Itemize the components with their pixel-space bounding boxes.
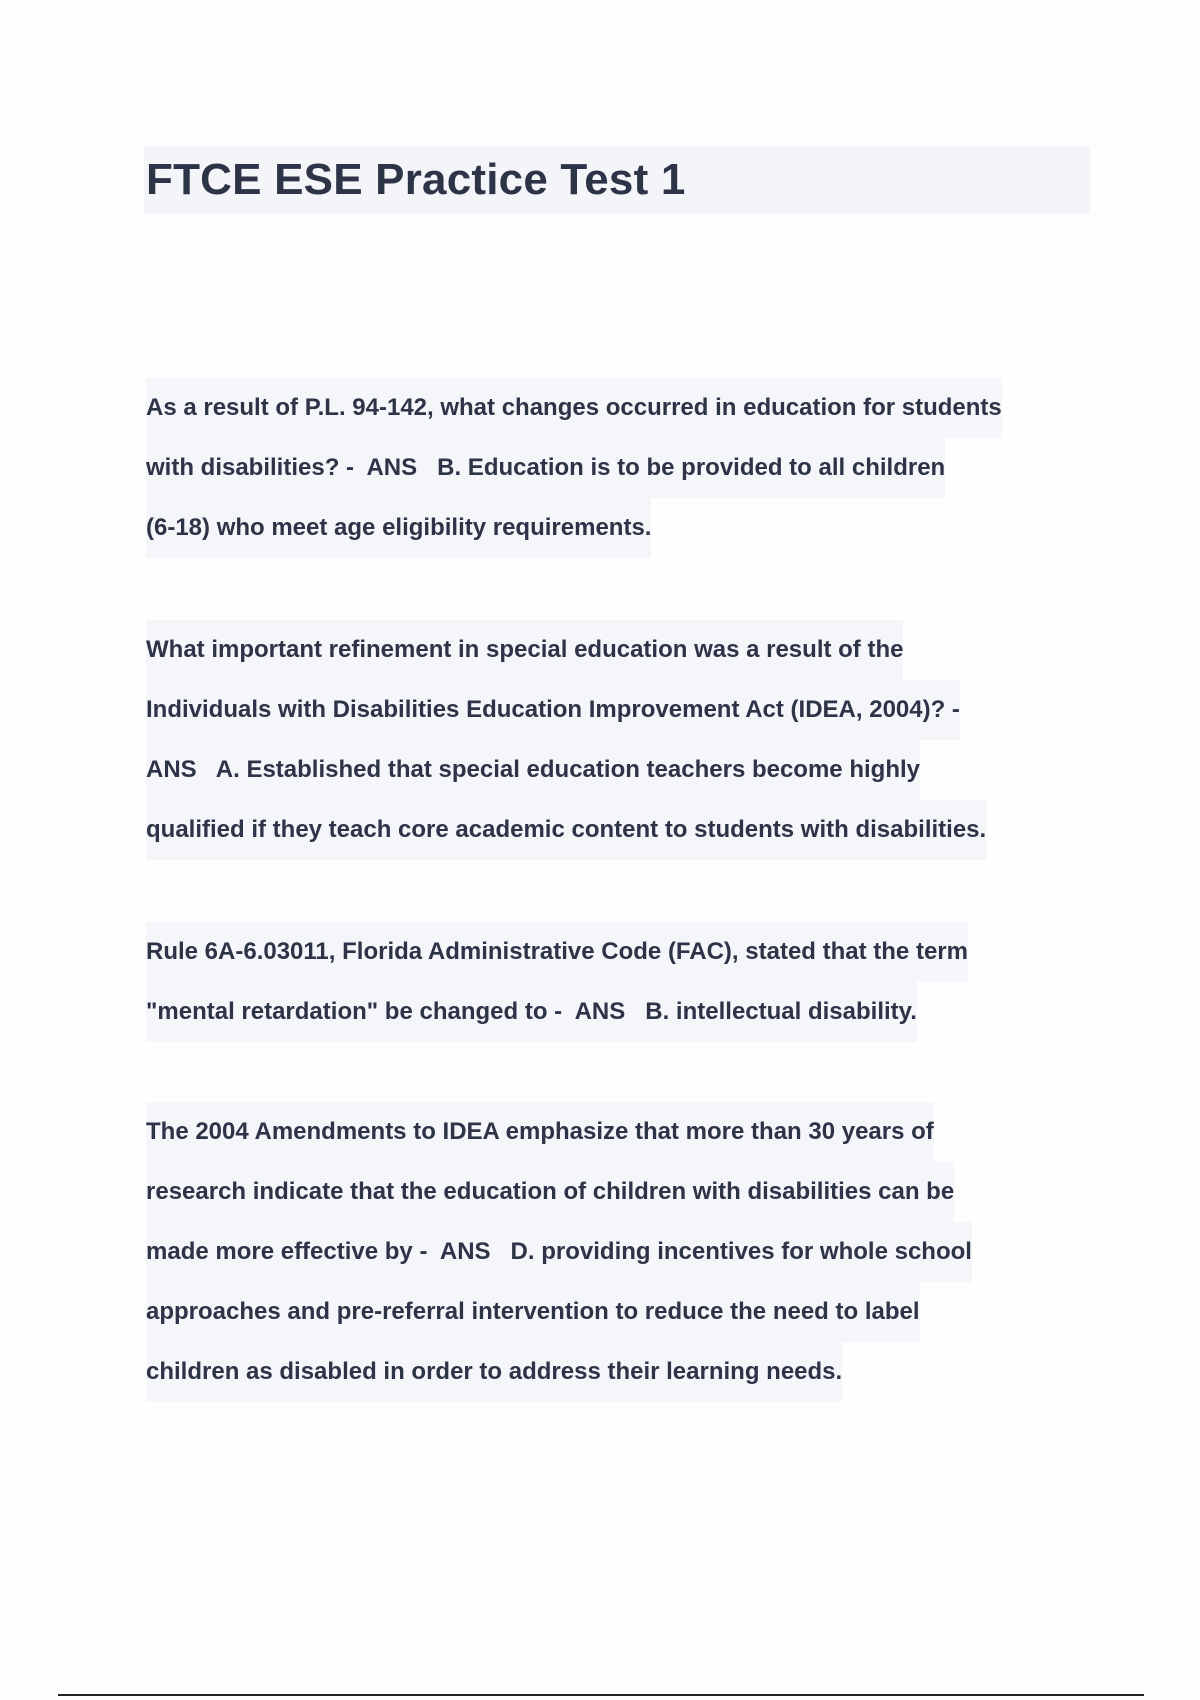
answer-line: qualified if they teach core academic content to students with disabilities. [146,800,986,860]
answer-line: "mental retardation" be changed to - ANS B. intellectual disability. [146,982,917,1042]
question-line: research indicate that the education of children with disabilities can be [146,1162,954,1222]
answer-line: ANS A. Established that special education teachers become highly [146,740,920,800]
footer-divider [58,1694,1144,1696]
question-line: What important refinement in special education was a result of the [146,620,903,680]
question-block-4 [146,1102,1086,1402]
question-block-2 [146,620,1086,860]
answer-line: approaches and pre-referral intervention to reduce the need to label [146,1282,920,1342]
question-line: Rule 6A-6.03011, Florida Administrative Code (FAC), stated that the term [146,922,968,982]
page-title: FTCE ESE Practice Test 1 [146,155,686,204]
answer-line: (6-18) who meet age eligibility requirements. [146,498,651,558]
question-line: with disabilities? - ANS B. Education is to be provided to all children [146,438,945,498]
question-line: As a result of P.L. 94-142, what changes occurred in education for students [146,378,1002,438]
question-block-3 [146,922,1086,1042]
answer-line: children as disabled in order to address their learning needs. [146,1342,842,1402]
answer-line: made more effective by - ANS D. providing incentives for whole school [146,1222,972,1282]
question-line: Individuals with Disabilities Education Improvement Act (IDEA, 2004)? - [146,680,960,740]
question-block-1 [146,378,1086,558]
question-line: The 2004 Amendments to IDEA emphasize that more than 30 years of [146,1102,934,1162]
